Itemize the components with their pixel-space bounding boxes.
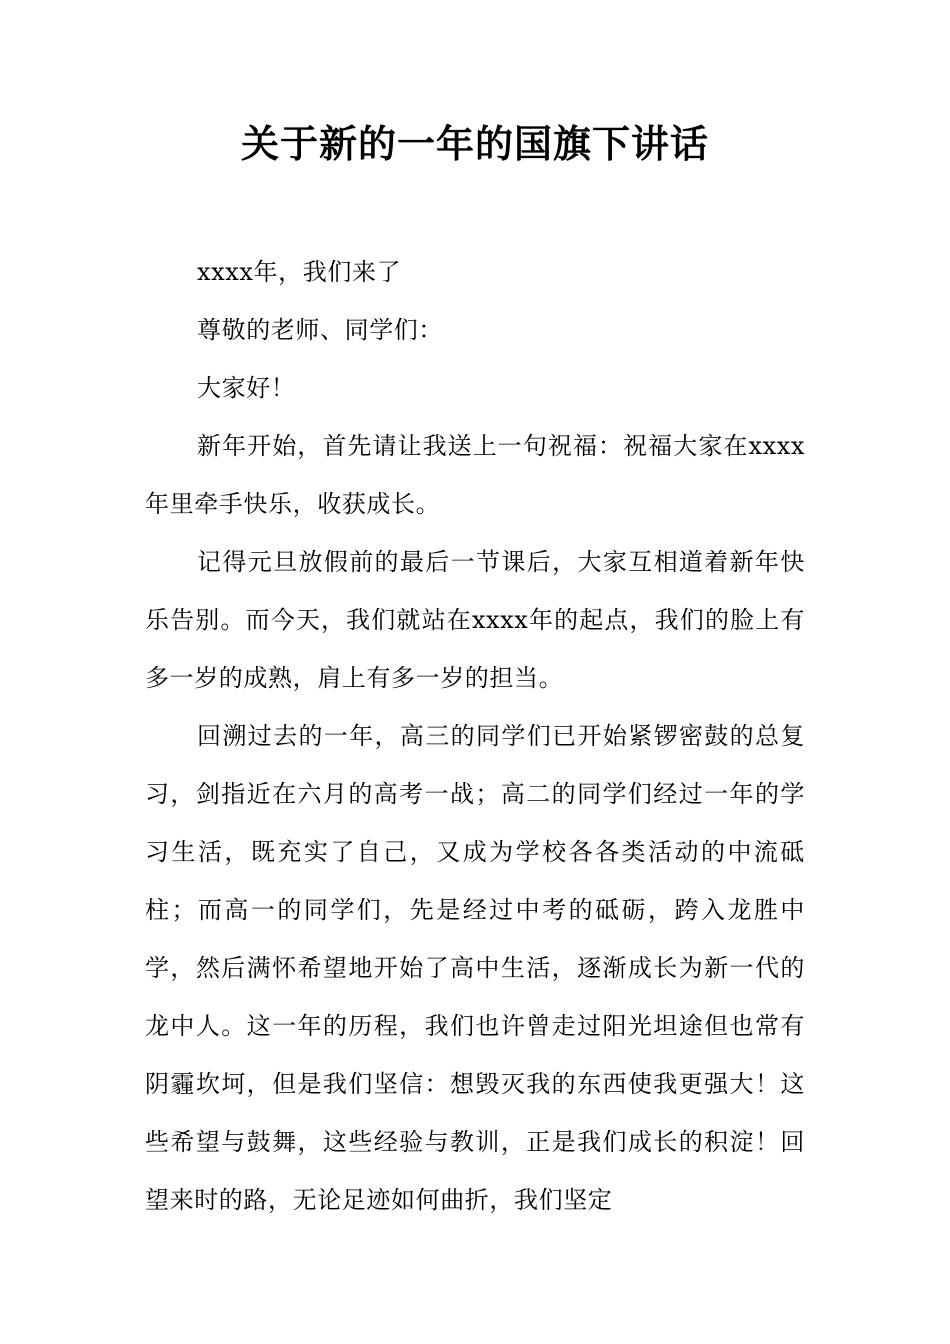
paragraph-2: 尊敬的老师、同学们： <box>197 316 443 344</box>
document-body <box>145 243 805 1229</box>
paragraph-4: 新年开始，首先请让我送上一句祝福：祝福大家在xxxx年里牵手快乐，收获成长。 <box>145 432 805 518</box>
paragraph-6: 回溯过去的一年，高三的同学们已开始紧锣密鼓的总复习，剑指近在六月的高考一战；高二的同学们经过一年的学习生活，既充实了自己，又成为学校各各类活动的中流砥柱；而高一的同学们，先是经过中考的砥砺，跨入龙胜中学，然后满怀希望地开始了高中生活，逐渐成长为新一代的龙中人。这一年的历程，我们也许曾走过阳光坦途但也常有阴霾坎坷，但是我们坚信：想毁灭我的东西使我更强大！这些希望与鼓舞，这些经验与教训，正是我们成长的积淀！回望来时的路，无论足迹如何曲折，我们坚定 <box>145 722 805 1214</box>
paragraph-5: 记得元旦放假前的最后一节课后，大家互相道着新年快乐告别。而今天，我们就站在xxxx年的起点，我们的脸上有多一岁的成熟，肩上有多一岁的担当。 <box>145 548 805 692</box>
document-title: 关于新的一年的国旗下讲话 <box>240 121 709 166</box>
paragraph-1: xxxx年，我们来了 <box>197 258 402 286</box>
paragraph-3: 大家好！ <box>197 374 296 402</box>
